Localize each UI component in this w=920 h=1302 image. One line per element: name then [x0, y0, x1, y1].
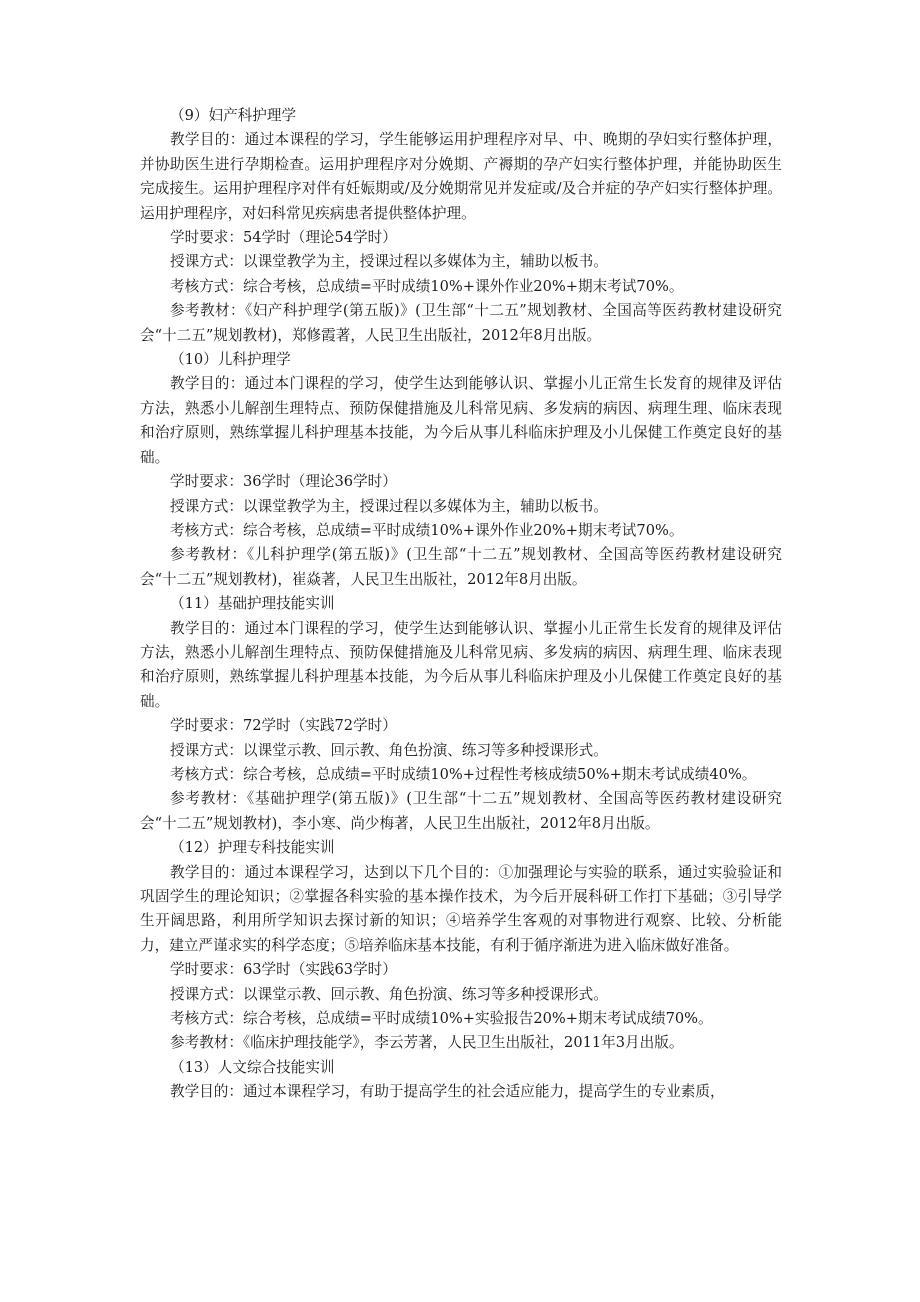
- section-title: （12）护理专科技能实训: [170, 839, 335, 857]
- hours-requirement: 学时要求：72学时（实践72学时）: [170, 717, 397, 735]
- assessment-method: 考核方式：综合考核，总成绩=平时成绩10%+课外作业20%+期末考试70%。: [170, 521, 684, 539]
- reference-textbook: 参考教材：《临床护理技能学》，李云芳著，人民卫生出版社，2011年3月出版。: [170, 1034, 684, 1052]
- section-title: （11）基础护理技能实训: [170, 595, 335, 613]
- hours-requirement: 学时要求：63学时（实践63学时）: [170, 961, 397, 979]
- course-section-12: [140, 836, 782, 1056]
- course-section-9: [140, 104, 782, 348]
- reference-textbook: 参考教材：《基础护理学(第五版)》(卫生部“十二五”规划教材、全国高等医药教材建设研究会“十二五”规划教材)，李小寒、尚少梅著，人民卫生出版社，2012年8月出版。: [140, 790, 782, 832]
- section-title: （9）妇产科护理学: [170, 107, 297, 124]
- teaching-purpose: 教学目的：通过本门课程的学习，使学生达到能够认识、掌握小儿正常生长发育的规律及评估方法，熟悉小儿解剖生理特点、预防保健措施及儿科常见病、多发病的病因、病理生理、临床表现和治疗原则，熟练掌握儿科护理基本技能，为今后从事儿科临床护理及小儿保健工作奠定良好的基础。: [140, 619, 782, 710]
- course-section-13: [140, 1056, 782, 1105]
- teaching-purpose: 教学目的：通过本课程学习，有助于提高学生的社会适应能力，提高学生的专业素质，: [170, 1083, 725, 1101]
- reference-textbook: 参考教材：《儿科护理学(第五版)》(卫生部“十二五”规划教材、全国高等医药教材建设研究会“十二五”规划教材)，崔焱著，人民卫生出版社，2012年8月出版。: [140, 546, 782, 588]
- assessment-method: 考核方式：综合考核，总成绩=平时成绩10%+课外作业20%+期末考试70%。: [170, 277, 684, 295]
- assessment-method: 考核方式：综合考核，总成绩=平时成绩10%+过程性考核成绩50%+期末考试成绩40%。: [170, 765, 757, 783]
- section-title: （13）人文综合技能实训: [170, 1058, 335, 1076]
- course-section-11: [140, 592, 782, 836]
- document-page: [140, 104, 782, 1105]
- hours-requirement: 学时要求：54学时（理论54学时）: [170, 229, 397, 247]
- course-section-10: [140, 348, 782, 592]
- teaching-method: 授课方式：以课堂示教、回示教、角色扮演、练习等多种授课形式。: [170, 741, 608, 759]
- teaching-method: 授课方式：以课堂教学为主，授课过程以多媒体为主，辅助以板书。: [170, 253, 608, 271]
- teaching-method: 授课方式：以课堂示教、回示教、角色扮演、练习等多种授课形式。: [170, 985, 608, 1003]
- teaching-purpose: 教学目的：通过本课程的学习，学生能够运用护理程序对早、中、晚期的孕妇实行整体护理，并协助医生进行孕期检查。运用护理程序对分娩期、产褥期的孕产妇实行整体护理，并能协助医生完成接生。运用护理程序对伴有妊娠期或/及分娩期常见并发症或/及合并症的孕产妇实行整体护理。运用护理程序，对妇科常见疾病患者提供整体护理。: [140, 131, 782, 222]
- teaching-method: 授课方式：以课堂教学为主，授课过程以多媒体为主，辅助以板书。: [170, 497, 608, 515]
- hours-requirement: 学时要求：36学时（理论36学时）: [170, 473, 397, 491]
- assessment-method: 考核方式：综合考核，总成绩=平时成绩10%+实验报告20%+期末考试成绩70%。: [170, 1010, 713, 1028]
- teaching-purpose: 教学目的：通过本门课程的学习，使学生达到能够认识、掌握小儿正常生长发育的规律及评估方法，熟悉小儿解剖生理特点、预防保健措施及儿科常见病、多发病的病因、病理生理、临床表现和治疗原则，熟练掌握儿科护理基本技能，为今后从事儿科临床护理及小儿保健工作奠定良好的基础。: [140, 375, 782, 466]
- section-title: （10）儿科护理学: [170, 351, 291, 369]
- reference-textbook: 参考教材：《妇产科护理学(第五版)》(卫生部“十二五”规划教材、全国高等医药教材建设研究会“十二五”规划教材)，郑修霞著，人民卫生出版社，2012年8月出版。: [140, 302, 782, 344]
- teaching-purpose: 教学目的：通过本课程学习，达到以下几个目的：①加强理论与实验的联系，通过实验验证和巩固学生的理论知识；②掌握各科实验的基本操作技术，为今后开展科研工作打下基础；③引导学生开阔思路，利用所学知识去探讨新的知识；④培养学生客观的对事物进行观察、比较、分析能力，建立严谨求实的科学态度；⑤培养临床基本技能，有利于循序渐进为进入临床做好准备。: [140, 863, 782, 954]
